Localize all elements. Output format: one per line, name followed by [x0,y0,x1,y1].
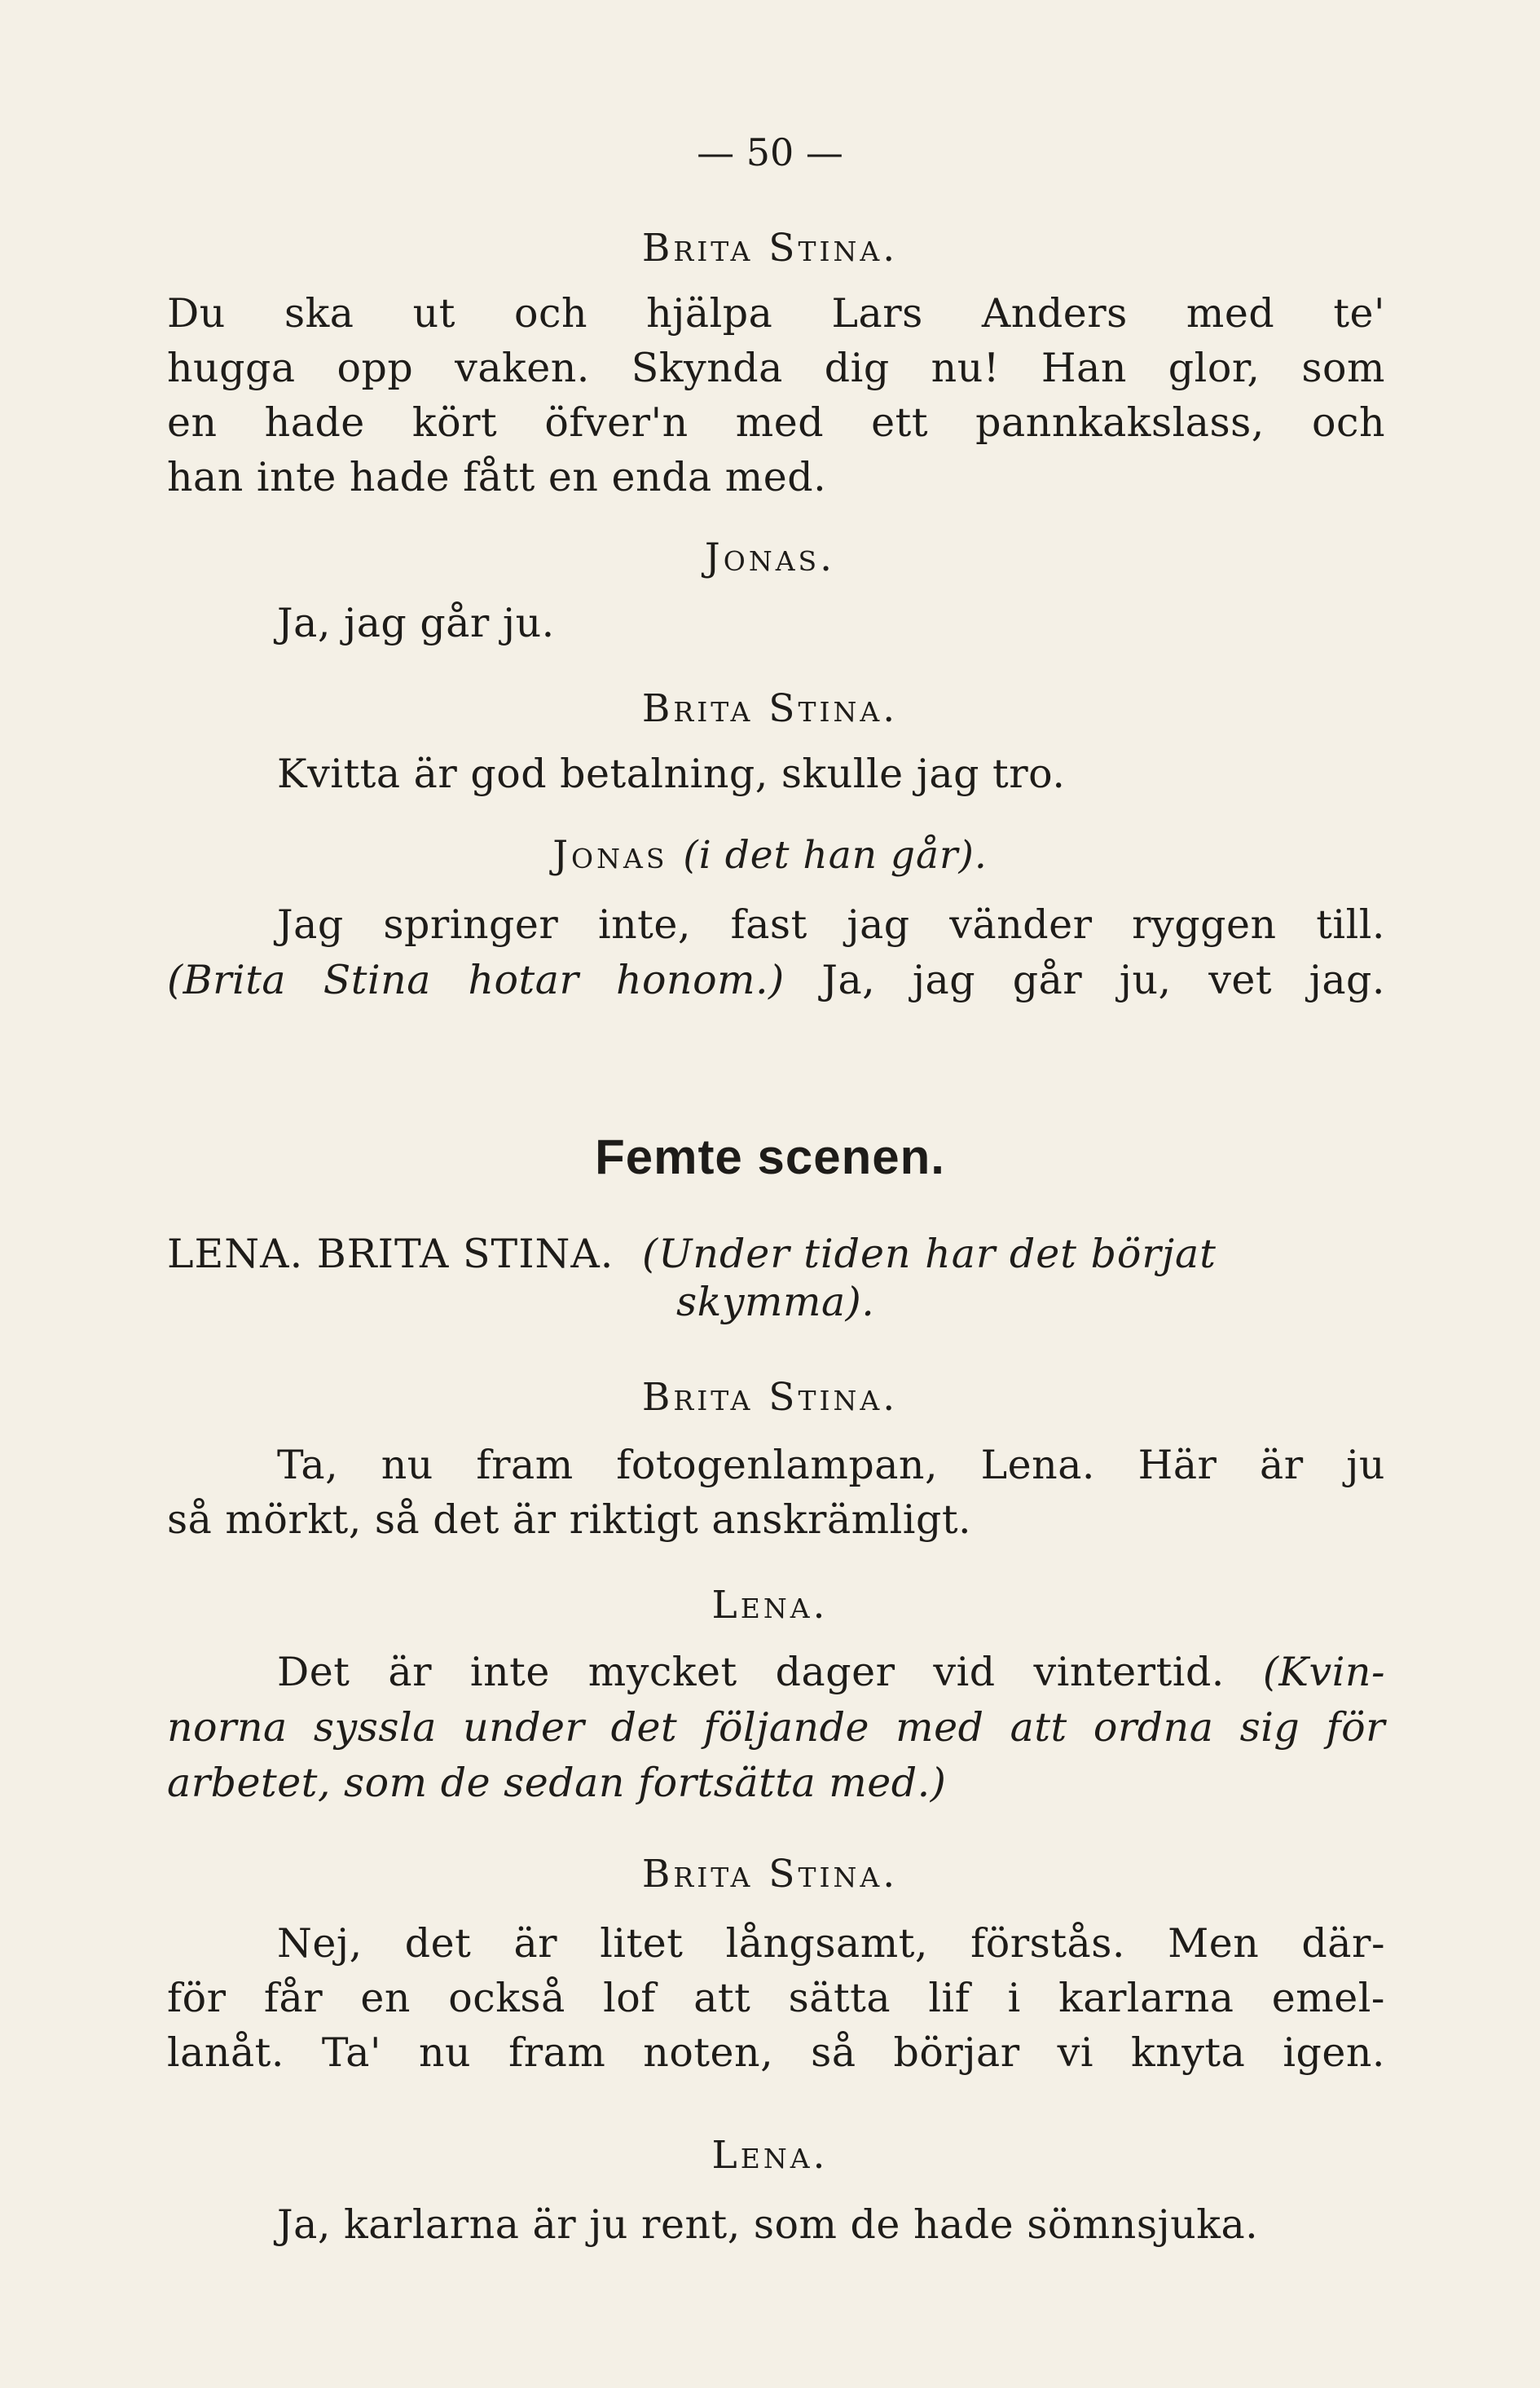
text-line: Jag springer inte, fast jag vänder ryggen till. [277,901,1385,948]
speaker-lena: Lena. [711,2133,829,2178]
speaker-lena: Lena. [711,1583,829,1628]
speaker-brita-stina: Brita Stina. [641,1852,899,1897]
text-line: Ja, jag går ju. [277,600,555,646]
speaker-brita-stina: Brita Stina. [641,1375,899,1420]
text-line: Ta, nu fram fotogenlampan, Lena. Här är ju [277,1442,1385,1488]
page-number: — 50 — [697,130,843,174]
stage-direction: norna syssla under det följande med att ordna sig för [167,1704,1385,1751]
text-line: hugga opp vaken. Skynda dig nu! Han glor, som [167,345,1385,391]
speaker-jonas: Jonas. [704,535,836,580]
scene-title: Femte scenen. [595,1130,945,1184]
text-line [277,1648,1385,1697]
text-line [167,1759,946,1808]
stage-direction: (Kvin- [1262,1649,1386,1695]
text-span: Ja, jag går ju, vet jag. [821,957,1385,1003]
scene-cast [167,1231,1217,1277]
text-line: Kvitta är god betalning, skulle jag tro. [277,751,1066,797]
stage-direction: (i det han går). [683,833,988,878]
text-line [167,1703,1385,1752]
text-span: Det är inte mycket dager vid vintertid. [277,1649,1225,1695]
text-line: Ja, karlarna är ju rent, som de hade sömnsjuka. [277,2201,1259,2248]
speaker-brita-stina: Brita Stina. [641,686,899,731]
text-line: så mörkt, så det är riktigt anskrämligt. [167,1496,972,1543]
text-line: Nej, det är litet långsamt, förstås. Men där- [277,1920,1385,1967]
text-line: lanåt. Ta' nu fram noten, så börjar vi knyta igen. [167,2029,1385,2076]
speaker-brita-stina: Brita Stina. [641,226,899,271]
stage-direction: skymma). [676,1279,875,1325]
stage-direction: arbetet, som de sedan fortsätta med.) [167,1760,947,1806]
text-line: han inte hade fått en enda med. [167,454,827,500]
cast-names: LENA. BRITA STINA. [167,1231,614,1277]
speaker-jonas-with-direction [0,831,1540,880]
text-line: för får en också lof att sätta lif i karlarna emel- [167,1975,1385,2021]
stage-direction-cont [676,1278,874,1327]
speaker-name: Jonas [552,833,668,878]
stage-direction: (Brita Stina hotar honom.) [167,957,785,1003]
stage-direction: (Under tiden har det börjat [641,1231,1217,1277]
text-line: Du ska ut och hjälpa Lars Anders med te' [167,290,1385,337]
text-line: en hade kört öfver'n med ett pannkakslass, och [167,399,1385,446]
text-line [167,956,1385,1005]
